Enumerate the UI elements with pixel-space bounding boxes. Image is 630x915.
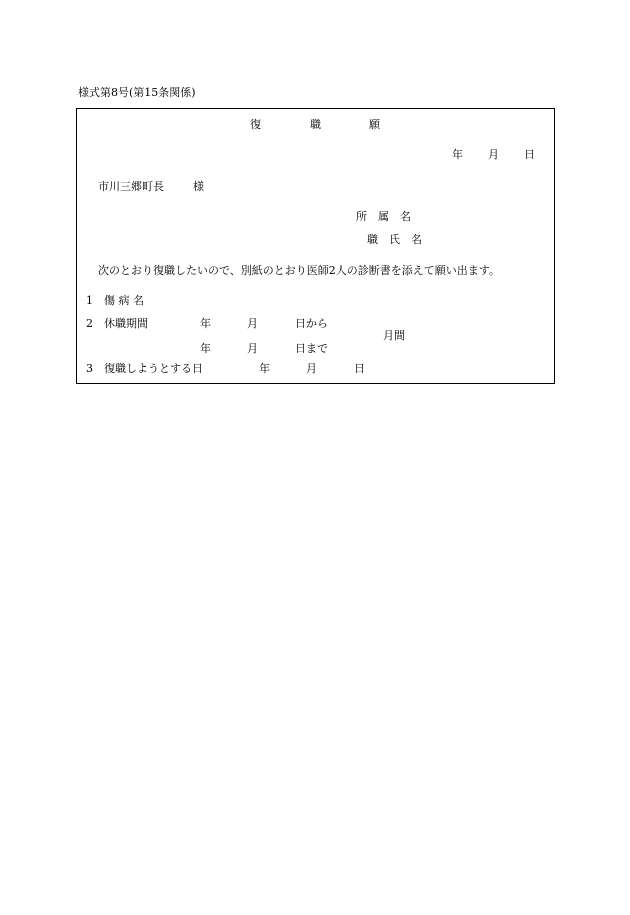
job-name-label: 職 氏 名 xyxy=(367,233,422,246)
item2-number: 2 xyxy=(86,317,93,330)
item3-day: 日 xyxy=(354,362,365,375)
item2-to-day: 日まで xyxy=(295,342,328,355)
item2-to-year: 年 xyxy=(200,342,211,355)
item2-to-month: 月 xyxy=(247,342,258,355)
item2-from-day: 日から xyxy=(295,317,328,330)
item2-from-year: 年 xyxy=(200,317,211,330)
addressee-name: 市川三郷町長 xyxy=(98,180,164,193)
form-number: 様式第8号(第15条関係) xyxy=(78,86,196,99)
title-char-3: 願 xyxy=(369,118,380,131)
item2-duration-unit: 月間 xyxy=(383,329,405,342)
item3-number: 3 xyxy=(86,362,93,375)
date-month-label: 月 xyxy=(488,148,499,161)
date-year-label: 年 xyxy=(452,148,463,161)
title-char-1: 復 xyxy=(250,118,261,131)
item3-month: 月 xyxy=(306,362,317,375)
item2-label: 休職期間 xyxy=(104,317,148,330)
date-day-label: 日 xyxy=(524,148,535,161)
item3-year: 年 xyxy=(259,362,270,375)
addressee-honorific: 様 xyxy=(193,180,204,193)
department-label: 所 属 名 xyxy=(356,210,411,223)
item1-label: 傷 病 名 xyxy=(104,294,144,307)
item3-label: 復職しようとする日 xyxy=(104,362,203,375)
title-char-2: 職 xyxy=(310,118,321,131)
statement-text: 次のとおり復職したいので、別紙のとおり医師2人の診断書を添えて願い出ます。 xyxy=(98,264,500,277)
item2-from-month: 月 xyxy=(247,317,258,330)
item1-number: 1 xyxy=(86,294,93,307)
